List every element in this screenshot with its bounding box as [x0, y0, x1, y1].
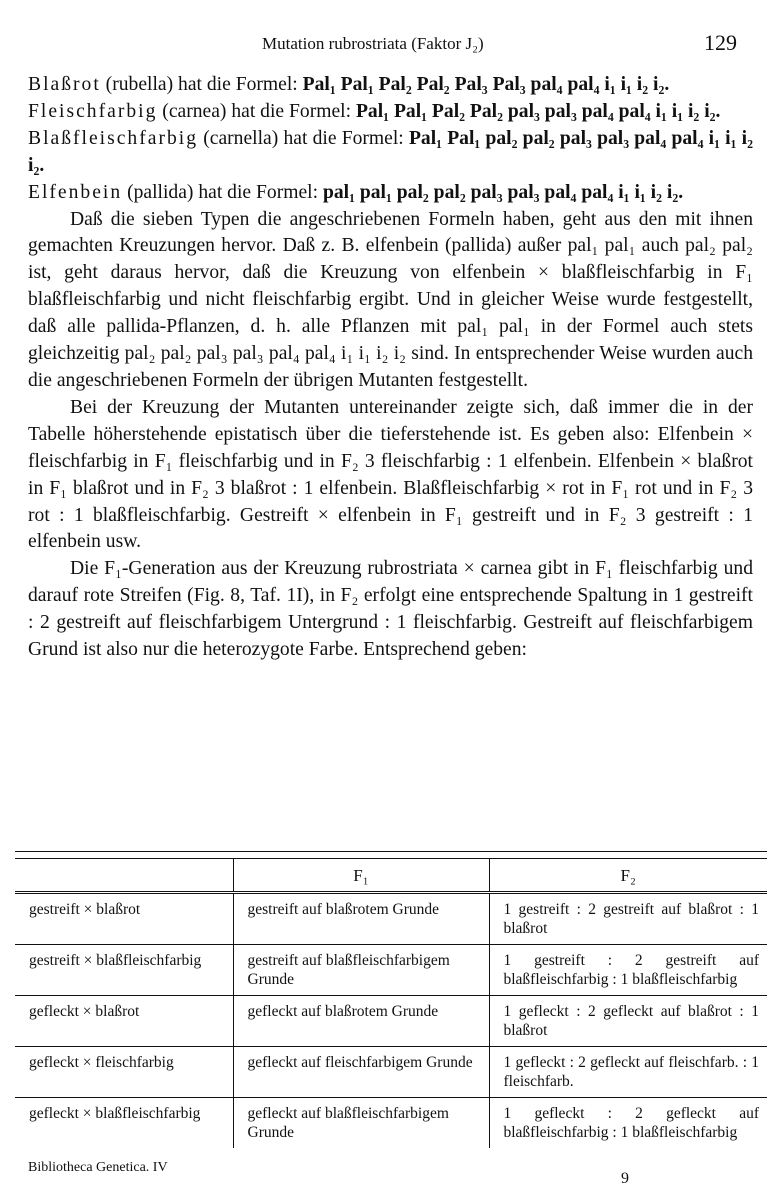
- page-number: 129: [704, 30, 737, 55]
- table-top-rule: [15, 851, 767, 859]
- table-row: [15, 1047, 767, 1098]
- f2-cell: 1 gestreift : 2 gestreift auf blaßrot : 1 blaßrot: [489, 893, 767, 945]
- table-row: [15, 945, 767, 996]
- header-f2: F₂: [489, 859, 767, 893]
- genetic-formula: pal₁ pal₁ pal₂ pal₂ pal₃ pal₃ pal₄ pal₄ i₁ i₁ i₂ i₂.: [322, 181, 684, 203]
- series-title: Bibliotheca Genetica. IV: [28, 1160, 168, 1175]
- table-row: [15, 996, 767, 1047]
- f2-cell: 1 gestreift : 2 gestreift auf blaßfleischfarbig : 1 blaßfleischfarbig: [489, 945, 767, 996]
- f2-cell: 1 gefleckt : 2 gefleckt auf fleischfarb. : 1 fleischfarb.: [489, 1047, 767, 1098]
- paragraph: Die F₁-Generation aus der Kreuzung rubrostriata × carnea gibt in F₁ fleischfarbig und darauf rote Streifen (Fig. 8, Taf. 1I), in F₂ erfolgt eine entsprechende Spaltung in 1 gestreift : 2 gestreift auf fleischfarbigem Untergrund : 1 fleischfarbig. Gestreift auf fleischfarbigem Grund ist also nur die heterozygote Farbe. Entsprechend geben:: [28, 558, 753, 661]
- genetic-formula: Pal₁ Pal₁ Pal₂ Pal₂ pal₃ pal₃ pal₄ pal₄ i₁ i₁ i₂ i₂.: [355, 100, 721, 122]
- genetic-formula: Pal₁ Pal₁ pal₂ pal₂ pal₃ pal₃ pal₄ pal₄ i₁ i₁ i₂ i₂.: [28, 127, 753, 176]
- header-cross: [15, 859, 233, 893]
- cross-cell: gestreift × blaßrot: [15, 893, 233, 945]
- cross-cell: gefleckt × fleischfarbig: [15, 1047, 233, 1098]
- crossing-table: [15, 851, 767, 1148]
- f1-cell: gefleckt auf fleischfarbigem Grunde: [233, 1047, 489, 1098]
- f1-cell: gefleckt auf blaßfleischfarbigem Grunde: [233, 1098, 489, 1149]
- color-term: Blaßrot: [28, 74, 101, 95]
- formula-line: Blaßrot (rubella) hat die Formel: Pal₁ Pal₁ Pal₂ Pal₂ Pal₃ Pal₃ pal₄ pal₄ i₁ i₁ i₂ i₂.: [28, 74, 670, 95]
- page-footer: [28, 1160, 748, 1187]
- signature-mark: 9: [621, 1170, 629, 1187]
- table-header-row: [15, 859, 767, 893]
- color-term: Elfenbein: [28, 181, 123, 203]
- paragraph: Daß die sieben Typen die angeschriebenen Formeln haben, geht aus den mit ihnen gemachten Kreuzungen hervor. Daß z. B. elfenbein (pallida) außer pal₁ pal₁ auch pal₂ pal₂ ist, geht daraus hervor, daß die Kreuzung von elfenbein × blaßfleischfarbig in F₁ blaßfleischfarbig und nicht fleischfarbig ergibt. Und in gleicher Weise wurde festgestellt, daß alle pallida-Pflanzen, d. h. alle Pflanzen mit pal₁ pal₁ in der Formel auch stets gleichzeitig pal₂ pal₂ pal₃ pal₃ pal₄ pal₄ i₁ i₁ i₂ i₂ sind. In entsprechender Weise wurden auch die angeschriebenen Formeln der übrigen Mutanten festgestellt.: [28, 208, 753, 391]
- page-header: [0, 30, 775, 60]
- color-term: Fleischfarbig: [28, 100, 158, 122]
- body-text: [28, 72, 753, 664]
- f1-cell: gefleckt auf blaßrotem Grunde: [233, 996, 489, 1047]
- table-row: [15, 893, 767, 945]
- f2-cell: 1 gefleckt : 2 gefleckt auf blaßfleischfarbig : 1 blaßfleischfarbig: [489, 1098, 767, 1149]
- cross-cell: gestreift × blaßfleischfarbig: [15, 945, 233, 996]
- formula-line: Elfenbein (pallida) hat die Formel: pal₁ pal₁ pal₂ pal₂ pal₃ pal₃ pal₄ pal₄ i₁ i₁ i₂ i₂.: [28, 181, 684, 203]
- header-f1: F₁: [233, 859, 489, 893]
- formula-line: Fleischfarbig (carnea) hat die Formel: Pal₁ Pal₁ Pal₂ Pal₂ pal₃ pal₃ pal₄ pal₄ i₁ i₁ i₂ i₂.: [28, 100, 721, 122]
- color-term: Blaßfleischfarbig: [28, 127, 199, 149]
- f1-cell: gestreift auf blaßfleischfarbigem Grunde: [233, 945, 489, 996]
- paragraph: Bei der Kreuzung der Mutanten untereinander zeigte sich, daß immer die in der Tabelle höherstehende epistatisch über die tieferstehende ist. Es geben also: Elfenbein × fleischfarbig in F₁ fleischfarbig und in F₂ 3 fleischfarbig : 1 elfenbein. Elfenbein × blaßrot in F₁ blaßrot und in F₂ 3 blaßrot : 1 elfenbein. Blaßfleischfarbig × rot in F₁ rot und in F₂ 3 rot : 1 blaßfleischfarbig. Gestreift × elfenbein in F₁ gestreift und in F₂ 3 gestreift : 1 elfenbein usw.: [28, 396, 753, 553]
- running-title: Mutation rubrostriata (Faktor J₂): [262, 34, 484, 53]
- f2-cell: 1 gefleckt : 2 gefleckt auf blaßrot : 1 blaßrot: [489, 996, 767, 1047]
- cross-cell: gefleckt × blaßfleischfarbig: [29, 1105, 201, 1122]
- table-row: [15, 1098, 767, 1149]
- cross-cell: gefleckt × blaßrot: [15, 996, 233, 1047]
- genetic-formula: Pal₁ Pal₁ Pal₂ Pal₂ Pal₃ Pal₃ pal₄ pal₄ i₁ i₁ i₂ i₂.: [302, 74, 670, 95]
- formula-line: Blaßfleischfarbig (carnella) hat die Formel: Pal₁ Pal₁ pal₂ pal₂ pal₃ pal₃ pal₄ pal₄ i₁ i₁ i₂ i₂.: [28, 127, 753, 176]
- f1-cell: gestreift auf blaßrotem Grunde: [233, 893, 489, 945]
